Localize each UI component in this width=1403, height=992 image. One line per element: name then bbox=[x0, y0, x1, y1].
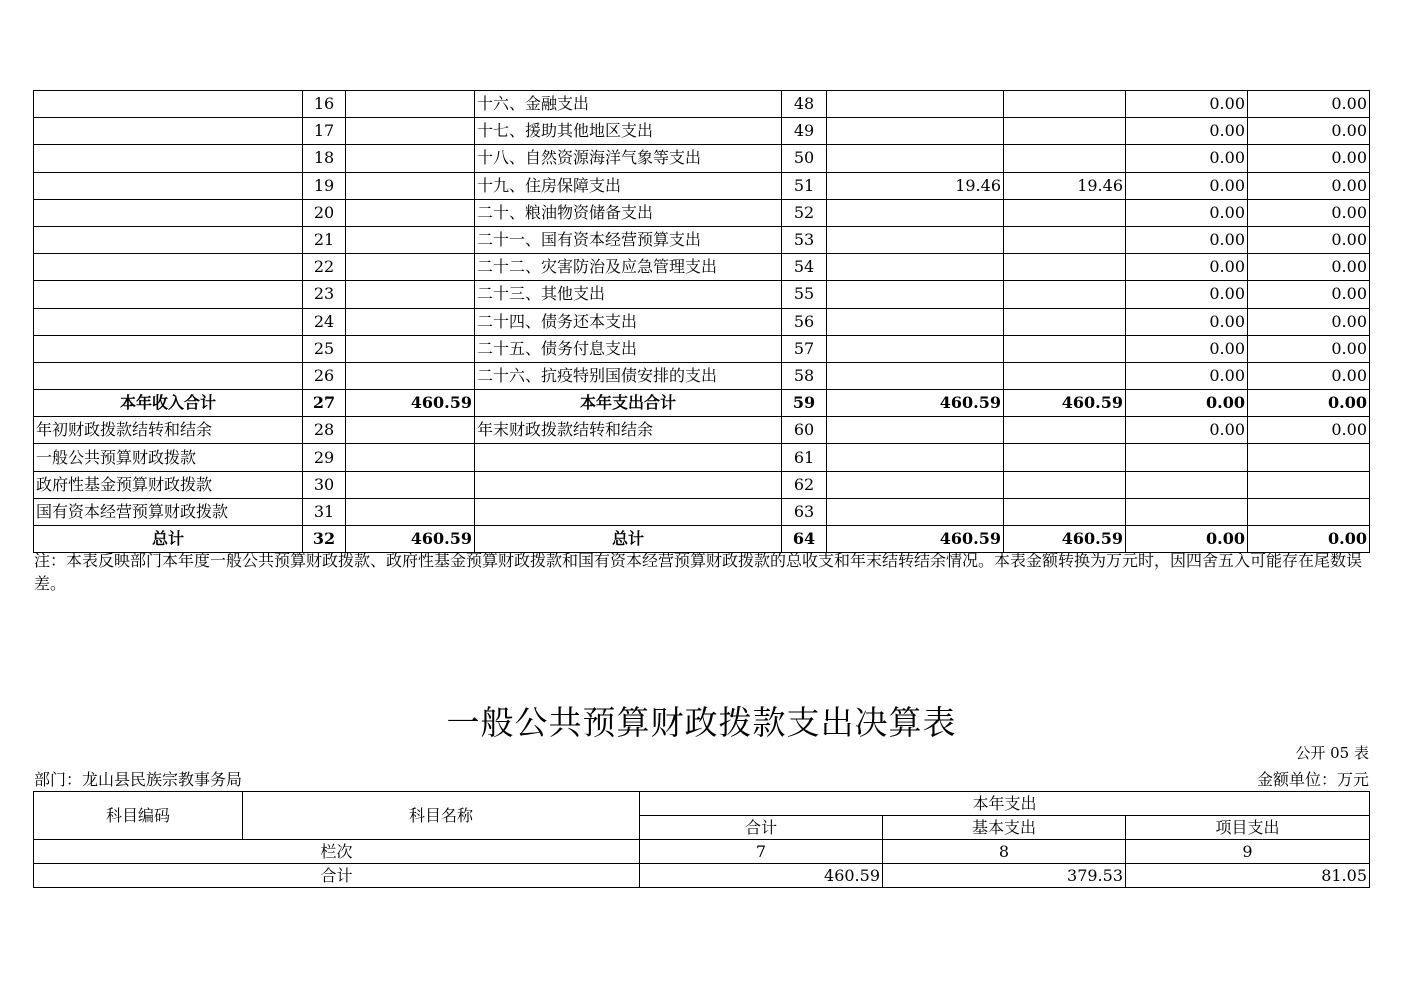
table-cell-n2: 58 bbox=[782, 362, 827, 389]
table-cell-e3: 0.00 bbox=[1126, 118, 1248, 145]
table-cell-e1: 460.59 bbox=[827, 390, 1004, 417]
table-cell-v1: 460.59 bbox=[346, 526, 475, 553]
table-cell-e1 bbox=[827, 226, 1004, 253]
table-cell-e2 bbox=[1004, 226, 1126, 253]
table-cell-e3: 0.00 bbox=[1126, 281, 1248, 308]
table-row bbox=[34, 444, 1370, 471]
table-cell-a bbox=[34, 254, 303, 281]
table-cell-n2: 57 bbox=[782, 335, 827, 362]
table-cell-b: 总计 bbox=[475, 526, 782, 553]
table-cell-e3: 0.00 bbox=[1126, 172, 1248, 199]
table-cell-e1 bbox=[827, 281, 1004, 308]
table-cell-b: 二十四、债务还本支出 bbox=[475, 308, 782, 335]
table-cell-b: 十七、援助其他地区支出 bbox=[475, 118, 782, 145]
table-cell-e4: 0.00 bbox=[1248, 281, 1370, 308]
table-cell-e1 bbox=[827, 254, 1004, 281]
column-number-label: 栏次 bbox=[34, 840, 640, 864]
department-label: 部门：龙山县民族宗教事务局 bbox=[34, 770, 243, 789]
table-row bbox=[34, 172, 1370, 199]
column-number-9: 9 bbox=[1126, 840, 1370, 864]
table-cell-v1 bbox=[346, 254, 475, 281]
table-cell-e1: 460.59 bbox=[827, 526, 1004, 553]
table-cell-e4: 0.00 bbox=[1248, 226, 1370, 253]
table-cell-n2: 59 bbox=[782, 390, 827, 417]
table-cell-a bbox=[34, 281, 303, 308]
table-cell-e4: 0.00 bbox=[1248, 526, 1370, 553]
total-row-basic: 379.53 bbox=[883, 864, 1126, 888]
table-cell-e2 bbox=[1004, 254, 1126, 281]
table-cell-e4: 0.00 bbox=[1248, 118, 1370, 145]
table-cell-e3: 0.00 bbox=[1126, 335, 1248, 362]
table-cell-b: 二十一、国有资本经营预算支出 bbox=[475, 226, 782, 253]
table-cell-v1 bbox=[346, 118, 475, 145]
table-cell-v1 bbox=[346, 498, 475, 525]
table-cell-e2: 19.46 bbox=[1004, 172, 1126, 199]
total-row-project: 81.05 bbox=[1126, 864, 1370, 888]
table-cell-e4: 0.00 bbox=[1248, 91, 1370, 118]
table-cell-n1: 29 bbox=[303, 444, 346, 471]
table-cell-e2 bbox=[1004, 199, 1126, 226]
table-row bbox=[34, 281, 1370, 308]
table-cell-e2 bbox=[1004, 417, 1126, 444]
table-cell-a bbox=[34, 226, 303, 253]
table-cell-e1 bbox=[827, 335, 1004, 362]
table-cell-v1 bbox=[346, 417, 475, 444]
table-cell-n2: 55 bbox=[782, 281, 827, 308]
table-cell-e4: 0.00 bbox=[1248, 417, 1370, 444]
table-cell-a bbox=[34, 308, 303, 335]
table-cell-n1: 25 bbox=[303, 335, 346, 362]
table-cell-b bbox=[475, 444, 782, 471]
table-cell-v1 bbox=[346, 91, 475, 118]
table-cell-e2: 460.59 bbox=[1004, 526, 1126, 553]
table-cell-e2 bbox=[1004, 362, 1126, 389]
table-row bbox=[34, 226, 1370, 253]
table-cell-n2: 56 bbox=[782, 308, 827, 335]
table-cell-n2: 53 bbox=[782, 226, 827, 253]
table-cell-e2 bbox=[1004, 145, 1126, 172]
table-cell-v1 bbox=[346, 362, 475, 389]
table-cell-e3: 0.00 bbox=[1126, 362, 1248, 389]
table-cell-e3 bbox=[1126, 498, 1248, 525]
table-cell-n2: 62 bbox=[782, 471, 827, 498]
table-cell-e3: 0.00 bbox=[1126, 91, 1248, 118]
table-cell-a bbox=[34, 145, 303, 172]
table-cell-e3: 0.00 bbox=[1126, 417, 1248, 444]
table-cell-n1: 30 bbox=[303, 471, 346, 498]
table-cell-n1: 28 bbox=[303, 417, 346, 444]
table-cell-a: 本年收入合计 bbox=[34, 390, 303, 417]
table-cell-n1: 26 bbox=[303, 362, 346, 389]
header-subject-name: 科目名称 bbox=[243, 792, 640, 840]
table-cell-n2: 64 bbox=[782, 526, 827, 553]
header-total: 合计 bbox=[640, 816, 883, 840]
table-cell-a: 一般公共预算财政拨款 bbox=[34, 444, 303, 471]
table-cell-e1 bbox=[827, 199, 1004, 226]
table-cell-e1 bbox=[827, 498, 1004, 525]
table-cell-e4: 0.00 bbox=[1248, 362, 1370, 389]
table-cell-e3: 0.00 bbox=[1126, 226, 1248, 253]
table-cell-v1 bbox=[346, 226, 475, 253]
header-row-1 bbox=[34, 792, 1370, 816]
table-cell-e1 bbox=[827, 362, 1004, 389]
table-row bbox=[34, 145, 1370, 172]
table-cell-n2: 61 bbox=[782, 444, 827, 471]
table-cell-e1 bbox=[827, 118, 1004, 145]
table-cell-e3: 0.00 bbox=[1126, 254, 1248, 281]
table-cell-e2 bbox=[1004, 91, 1126, 118]
table-cell-e1: 19.46 bbox=[827, 172, 1004, 199]
revenue-expenditure-table bbox=[33, 90, 1370, 553]
table-cell-n1: 21 bbox=[303, 226, 346, 253]
table-cell-e2 bbox=[1004, 281, 1126, 308]
table-row bbox=[34, 254, 1370, 281]
table-row bbox=[34, 118, 1370, 145]
table-cell-e2 bbox=[1004, 118, 1126, 145]
table-cell-v1 bbox=[346, 281, 475, 308]
table-cell-e4 bbox=[1248, 444, 1370, 471]
table-cell-e1 bbox=[827, 308, 1004, 335]
table-cell-e4: 0.00 bbox=[1248, 199, 1370, 226]
table-cell-e1 bbox=[827, 91, 1004, 118]
total-row-total: 460.59 bbox=[640, 864, 883, 888]
table-cell-e4: 0.00 bbox=[1248, 335, 1370, 362]
table-cell-n1: 31 bbox=[303, 498, 346, 525]
table-cell-e4: 0.00 bbox=[1248, 145, 1370, 172]
table-cell-e3: 0.00 bbox=[1126, 308, 1248, 335]
table-cell-e3 bbox=[1126, 471, 1248, 498]
table-cell-v1 bbox=[346, 471, 475, 498]
table-cell-n1: 16 bbox=[303, 91, 346, 118]
column-number-row bbox=[34, 840, 1370, 864]
table-cell-e1 bbox=[827, 417, 1004, 444]
table-cell-e4: 0.00 bbox=[1248, 172, 1370, 199]
table-cell-n2: 48 bbox=[782, 91, 827, 118]
general-budget-expenditure-table bbox=[33, 791, 1370, 888]
table-cell-e1 bbox=[827, 444, 1004, 471]
table-cell-b: 十九、住房保障支出 bbox=[475, 172, 782, 199]
table-cell-b: 十八、自然资源海洋气象等支出 bbox=[475, 145, 782, 172]
table-cell-a: 国有资本经营预算财政拨款 bbox=[34, 498, 303, 525]
report-title: 一般公共预算财政拨款支出决算表 bbox=[446, 703, 957, 742]
table-note: 注：本表反映部门本年度一般公共预算财政拨款、政府性基金预算财政拨款和国有资本经营预算财政拨款的总收支和年末结转结余情况。本表金额转换为万元时，因四舍五入可能存在尾数误差。 bbox=[34, 551, 1363, 593]
table-row bbox=[34, 335, 1370, 362]
table-cell-n2: 50 bbox=[782, 145, 827, 172]
table-row bbox=[34, 390, 1370, 417]
table-cell-n1: 20 bbox=[303, 199, 346, 226]
table-cell-e4: 0.00 bbox=[1248, 308, 1370, 335]
table-cell-a: 总计 bbox=[34, 526, 303, 553]
table-cell-a bbox=[34, 199, 303, 226]
form-number: 公开 05 表 bbox=[1295, 744, 1369, 762]
table-row bbox=[34, 471, 1370, 498]
table-cell-a bbox=[34, 362, 303, 389]
header-subject-code: 科目编码 bbox=[34, 792, 243, 840]
table-cell-e3: 0.00 bbox=[1126, 390, 1248, 417]
table-cell-a: 年初财政拨款结转和结余 bbox=[34, 417, 303, 444]
table-cell-b: 年末财政拨款结转和结余 bbox=[475, 417, 782, 444]
table-cell-e2 bbox=[1004, 498, 1126, 525]
table-row bbox=[34, 498, 1370, 525]
table-cell-a bbox=[34, 91, 303, 118]
table-cell-v1 bbox=[346, 145, 475, 172]
table-cell-n1: 18 bbox=[303, 145, 346, 172]
table-cell-e4 bbox=[1248, 471, 1370, 498]
column-number-7: 7 bbox=[640, 840, 883, 864]
table-cell-n1: 32 bbox=[303, 526, 346, 553]
table-cell-n1: 17 bbox=[303, 118, 346, 145]
table-cell-e3: 0.00 bbox=[1126, 199, 1248, 226]
table-cell-n1: 27 bbox=[303, 390, 346, 417]
table-row bbox=[34, 199, 1370, 226]
table-cell-e2 bbox=[1004, 471, 1126, 498]
table-cell-b: 十六、金融支出 bbox=[475, 91, 782, 118]
table-cell-a bbox=[34, 172, 303, 199]
table-cell-e2 bbox=[1004, 444, 1126, 471]
table-cell-n1: 24 bbox=[303, 308, 346, 335]
table-cell-v1 bbox=[346, 308, 475, 335]
table-cell-e4: 0.00 bbox=[1248, 390, 1370, 417]
table-cell-v1 bbox=[346, 335, 475, 362]
table-cell-n2: 52 bbox=[782, 199, 827, 226]
table-cell-e4 bbox=[1248, 498, 1370, 525]
table-cell-b: 本年支出合计 bbox=[475, 390, 782, 417]
table-cell-b: 二十六、抗疫特别国债安排的支出 bbox=[475, 362, 782, 389]
table-cell-n2: 49 bbox=[782, 118, 827, 145]
table-cell-n1: 22 bbox=[303, 254, 346, 281]
table-cell-a bbox=[34, 118, 303, 145]
header-project: 项目支出 bbox=[1126, 816, 1370, 840]
table-cell-v1 bbox=[346, 444, 475, 471]
table-cell-a bbox=[34, 335, 303, 362]
table-cell-b bbox=[475, 471, 782, 498]
column-number-8: 8 bbox=[883, 840, 1126, 864]
table-cell-n2: 54 bbox=[782, 254, 827, 281]
table-cell-a: 政府性基金预算财政拨款 bbox=[34, 471, 303, 498]
table-cell-v1: 460.59 bbox=[346, 390, 475, 417]
table-row bbox=[34, 91, 1370, 118]
table-cell-b: 二十、粮油物资储备支出 bbox=[475, 199, 782, 226]
table-cell-b: 二十五、债务付息支出 bbox=[475, 335, 782, 362]
table-cell-e3 bbox=[1126, 444, 1248, 471]
table-cell-e2 bbox=[1004, 308, 1126, 335]
table-cell-e2 bbox=[1004, 335, 1126, 362]
table-cell-n1: 19 bbox=[303, 172, 346, 199]
total-row bbox=[34, 864, 1370, 888]
table-cell-b: 二十二、灾害防治及应急管理支出 bbox=[475, 254, 782, 281]
table-cell-n2: 63 bbox=[782, 498, 827, 525]
table-cell-e1 bbox=[827, 471, 1004, 498]
revenue-expenditure-table-body bbox=[34, 91, 1370, 553]
table-row bbox=[34, 417, 1370, 444]
table-cell-n2: 51 bbox=[782, 172, 827, 199]
table-cell-b bbox=[475, 498, 782, 525]
table-cell-n2: 60 bbox=[782, 417, 827, 444]
table-cell-e3: 0.00 bbox=[1126, 526, 1248, 553]
header-current-year: 本年支出 bbox=[640, 792, 1370, 816]
table-row bbox=[34, 362, 1370, 389]
table-cell-e2: 460.59 bbox=[1004, 390, 1126, 417]
header-basic: 基本支出 bbox=[883, 816, 1126, 840]
table-cell-b: 二十三、其他支出 bbox=[475, 281, 782, 308]
table-cell-e4: 0.00 bbox=[1248, 254, 1370, 281]
table-row bbox=[34, 308, 1370, 335]
table-cell-v1 bbox=[346, 172, 475, 199]
amount-unit-label: 金额单位：万元 bbox=[1256, 770, 1369, 789]
table-cell-v1 bbox=[346, 199, 475, 226]
table-cell-e3: 0.00 bbox=[1126, 145, 1248, 172]
total-row-label: 合计 bbox=[34, 864, 640, 888]
table-cell-e1 bbox=[827, 145, 1004, 172]
table-cell-n1: 23 bbox=[303, 281, 346, 308]
